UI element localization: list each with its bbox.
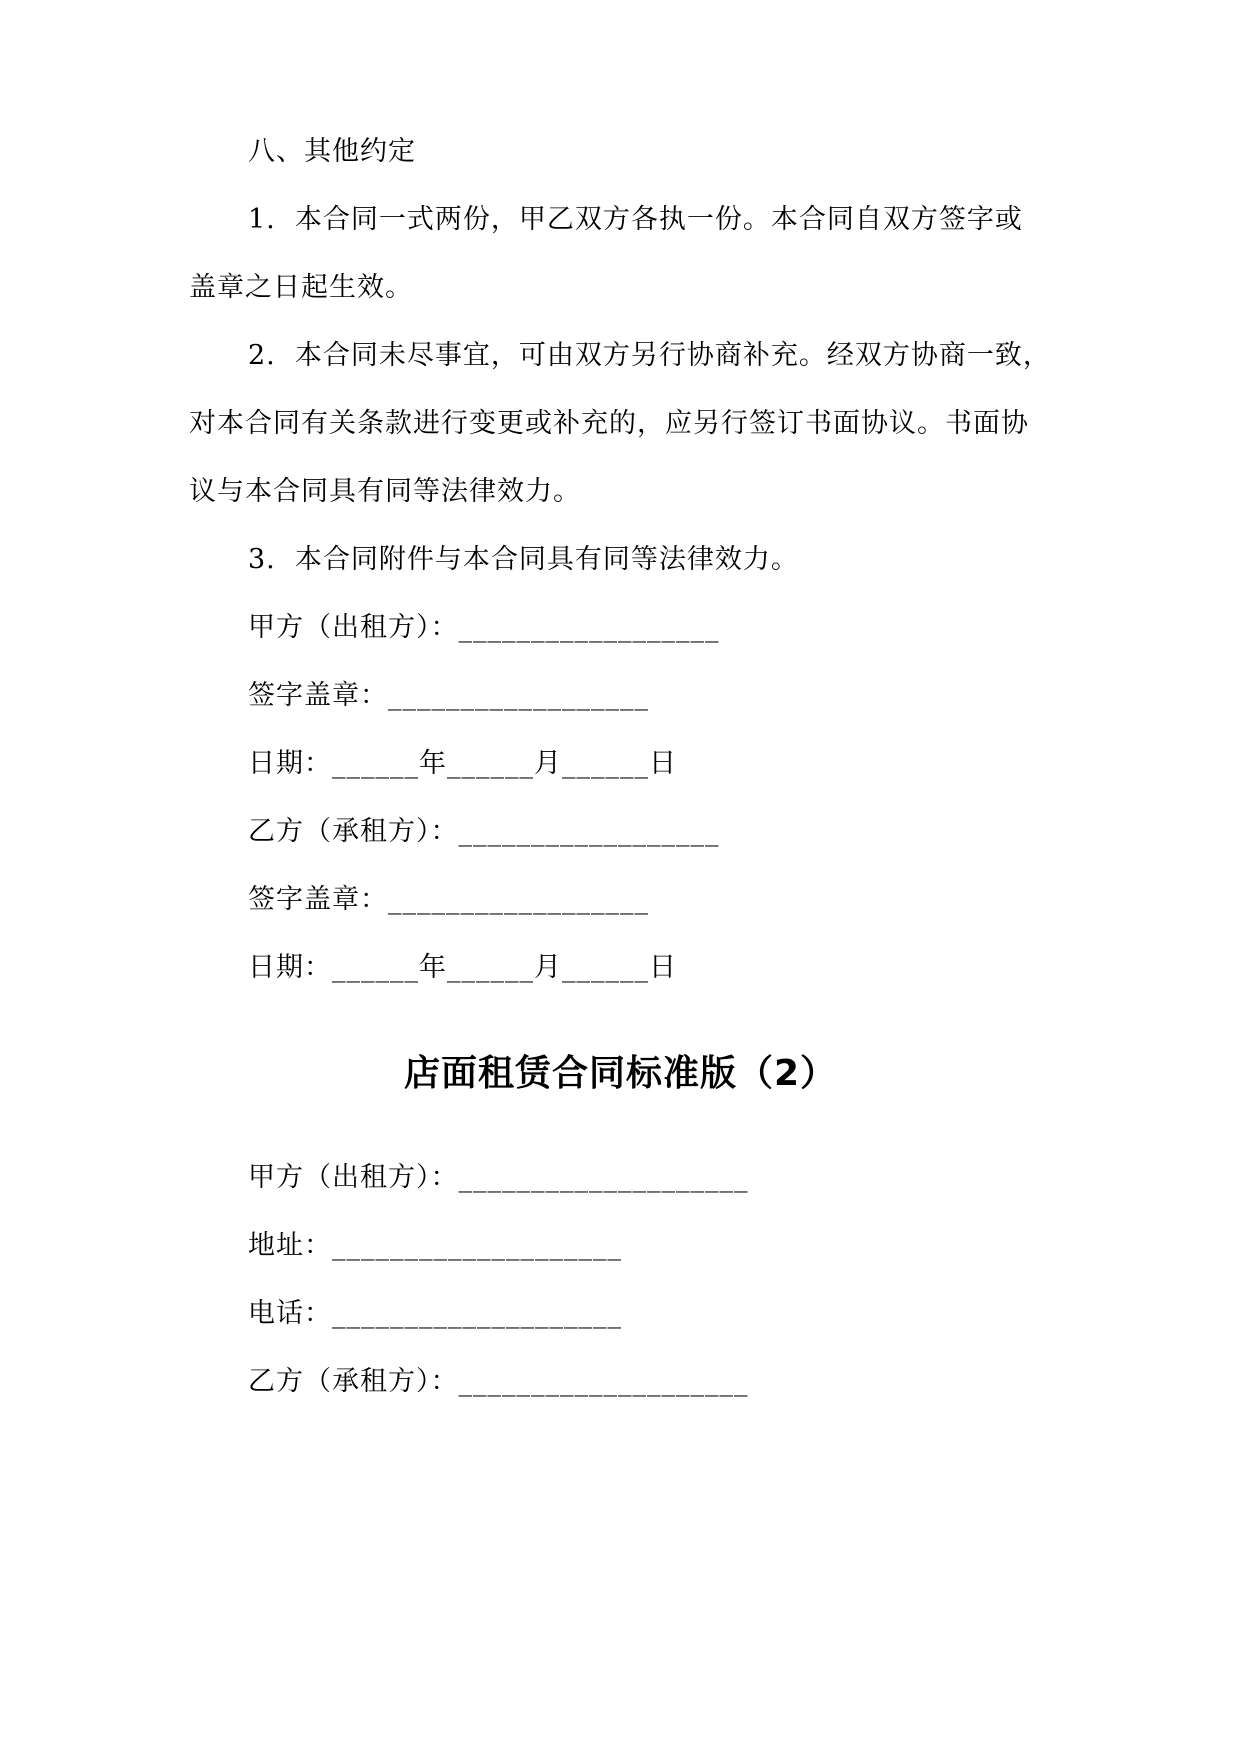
contract-2-address-line: 地址：____________________ (248, 1230, 622, 1261)
clause-3: 3. 本合同附件与本合同具有同等法律效力。 (248, 544, 799, 575)
party-b-date-line: 日期：______年______月______日 (248, 952, 677, 983)
party-b-signature-line: 乙方（承租方）：__________________ (248, 816, 720, 847)
party-b-seal-line: 签字盖章：__________________ (248, 884, 649, 915)
clause-2-line-1: 2. 本合同未尽事宜，可由双方另行协商补充。经双方协商一致， (248, 340, 1051, 371)
clause-2-line-3: 议与本合同具有同等法律效力。 (189, 476, 581, 507)
party-a-seal-line: 签字盖章：__________________ (248, 680, 649, 711)
section-heading-other-agreements: 八、其他约定 (248, 136, 416, 167)
contract-2-party-a-line: 甲方（出租方）：____________________ (248, 1162, 749, 1193)
clause-1-line-1: 1. 本合同一式两份，甲乙双方各执一份。本合同自双方签字或 (248, 204, 1023, 235)
contract-2-party-b-line: 乙方（承租方）：____________________ (248, 1366, 749, 1397)
contract-2-title: 店面租赁合同标准版（2） (403, 1053, 838, 1094)
party-a-date-line: 日期：______年______月______日 (248, 748, 677, 779)
clause-1-line-2: 盖章之日起生效。 (189, 272, 413, 303)
contract-2-phone-line: 电话：____________________ (248, 1298, 622, 1329)
clause-2-line-2: 对本合同有关条款进行变更或补充的，应另行签订书面协议。书面协 (189, 408, 1029, 439)
party-a-signature-line: 甲方（出租方）：__________________ (248, 612, 720, 643)
